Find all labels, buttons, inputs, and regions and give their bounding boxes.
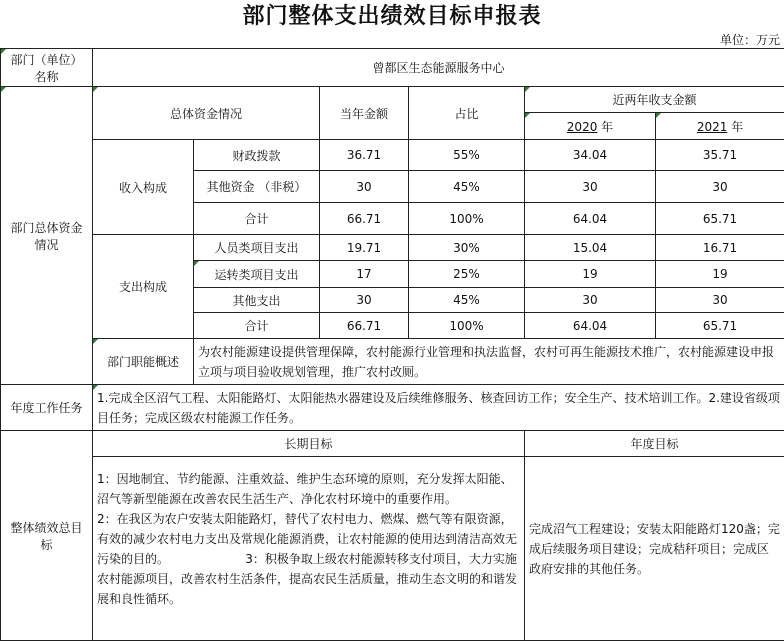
year-2021-header bbox=[656, 113, 784, 140]
overall-header: 总体资金情况 bbox=[93, 87, 320, 140]
duty-label: 部门职能概述 bbox=[93, 339, 194, 385]
income-row-amount: 30 bbox=[320, 171, 409, 203]
income-row-name: 其他资金 （非税） bbox=[194, 171, 320, 203]
income-row-2021: 65.71 bbox=[656, 203, 784, 235]
performance-table bbox=[0, 48, 784, 641]
income-row-2020: 34.04 bbox=[525, 140, 656, 171]
ratio-header: 占比 bbox=[409, 87, 525, 140]
year-2020-header bbox=[525, 113, 656, 140]
dept-label-cell bbox=[1, 49, 93, 87]
dept-label-line1: 部门（单位） bbox=[10, 52, 83, 67]
funds-section-label: 部门总体资金情况 bbox=[1, 87, 93, 385]
year-2020: 2020 bbox=[566, 119, 598, 134]
goals-content-row bbox=[1, 457, 784, 641]
income-row-ratio: 55% bbox=[409, 140, 525, 171]
funds-header-row-1 bbox=[1, 87, 784, 113]
duty-text: 为农村能源建设提供管理保障，农村能源行业管理和执法监督，农村可再生能源技术推广，农村能源建设申报立项与项目验收规划管理，推广农村改厕。 bbox=[194, 339, 784, 385]
expense-row-amount: 66.71 bbox=[320, 313, 409, 339]
income-row-amount: 66.71 bbox=[320, 203, 409, 235]
expense-row-name: 合计 bbox=[194, 313, 320, 339]
expense-row-ratio: 30% bbox=[409, 235, 525, 261]
expense-label: 支出构成 bbox=[93, 235, 194, 339]
expense-row-amount: 17 bbox=[320, 261, 409, 288]
expense-row-2021: 19 bbox=[656, 261, 784, 288]
page-title: 部门整体支出绩效目标申报表 bbox=[242, 3, 542, 29]
income-label: 收入构成 bbox=[93, 140, 194, 235]
annual-task-label: 年度工作任务 bbox=[1, 385, 93, 431]
expense-row-ratio: 25% bbox=[409, 261, 525, 288]
dept-name-value: 曾都区生态能源服务中心 bbox=[93, 49, 784, 87]
income-row-name: 财政拨款 bbox=[194, 140, 320, 171]
expense-row-2020: 19 bbox=[525, 261, 656, 288]
goals-header-row bbox=[1, 431, 784, 457]
income-row-2021: 35.71 bbox=[656, 140, 784, 171]
expense-row-1 bbox=[1, 235, 784, 261]
unit-label: 单位：万元 bbox=[719, 33, 780, 47]
expense-row-name: 人员类项目支出 bbox=[194, 235, 320, 261]
expense-row-amount: 19.71 bbox=[320, 235, 409, 261]
expense-row-name: 运转类项目支出 bbox=[194, 261, 320, 288]
annual-goal-header: 年度目标 bbox=[525, 431, 784, 457]
year-2021: 2021 bbox=[696, 119, 728, 134]
expense-row-amount: 30 bbox=[320, 288, 409, 313]
income-row-1 bbox=[1, 140, 784, 171]
duty-row bbox=[1, 339, 784, 385]
long-term-text: 1：因地制宜、节约能源、注重效益、维护生态环境的原则，充分发挥太阳能、沼气等新型能源在改善农民生活生产、净化农村环境中的重要作用。 2：在我区为农户安装太阳能路灯，替代了农村电力、燃煤、燃气等有限资源，有效的减少农村电力支出及常规化能源消费，让农村能源的使用达到清洁高效无污染的目的。 3：积极争取上级农村能源转移支付项目，大力实施农村能源项目，改善农村生活条件，提高农民生活质量，推动生态文明的和谐发展和良性循环。 bbox=[93, 457, 525, 641]
annual-task-text: 1.完成全区沼气工程、太阳能路灯、太阳能热水器建设及后续维修服务、核查回访工作；安全生产、技术培训工作。2.建设省级项目任务；完成区级农村能源工作任务。 bbox=[93, 385, 784, 431]
dept-row bbox=[1, 49, 784, 87]
income-row-2021: 30 bbox=[656, 171, 784, 203]
expense-row-2021: 65.71 bbox=[656, 313, 784, 339]
annual-task-row bbox=[1, 385, 784, 431]
income-row-name: 合计 bbox=[194, 203, 320, 235]
expense-row-2020: 30 bbox=[525, 288, 656, 313]
goals-label: 整体绩效总目标 bbox=[1, 431, 93, 641]
expense-row-2020: 15.04 bbox=[525, 235, 656, 261]
expense-row-name: 其他支出 bbox=[194, 288, 320, 313]
expense-row-2021: 16.71 bbox=[656, 235, 784, 261]
annual-goal-text: 完成沼气工程建设；安装太阳能路灯120盏；完成后续服务项目建设；完成秸秆项目；完成区政府安排的其他任务。 bbox=[525, 457, 784, 641]
income-row-2020: 30 bbox=[525, 171, 656, 203]
long-term-header: 长期目标 bbox=[93, 431, 525, 457]
expense-row-2021: 30 bbox=[656, 288, 784, 313]
dept-label-line2: 名称 bbox=[34, 69, 59, 84]
expense-row-2020: 64.04 bbox=[525, 313, 656, 339]
expense-row-ratio: 100% bbox=[409, 313, 525, 339]
income-row-2020: 64.04 bbox=[525, 203, 656, 235]
income-row-ratio: 45% bbox=[409, 171, 525, 203]
recent-two-years-header: 近两年收支金额 bbox=[525, 87, 784, 113]
year-2020-suffix: 年 bbox=[601, 119, 614, 134]
current-amount-header: 当年金额 bbox=[320, 87, 409, 140]
expense-row-ratio: 45% bbox=[409, 288, 525, 313]
income-row-ratio: 100% bbox=[409, 203, 525, 235]
income-row-amount: 36.71 bbox=[320, 140, 409, 171]
year-2021-suffix: 年 bbox=[731, 119, 744, 134]
